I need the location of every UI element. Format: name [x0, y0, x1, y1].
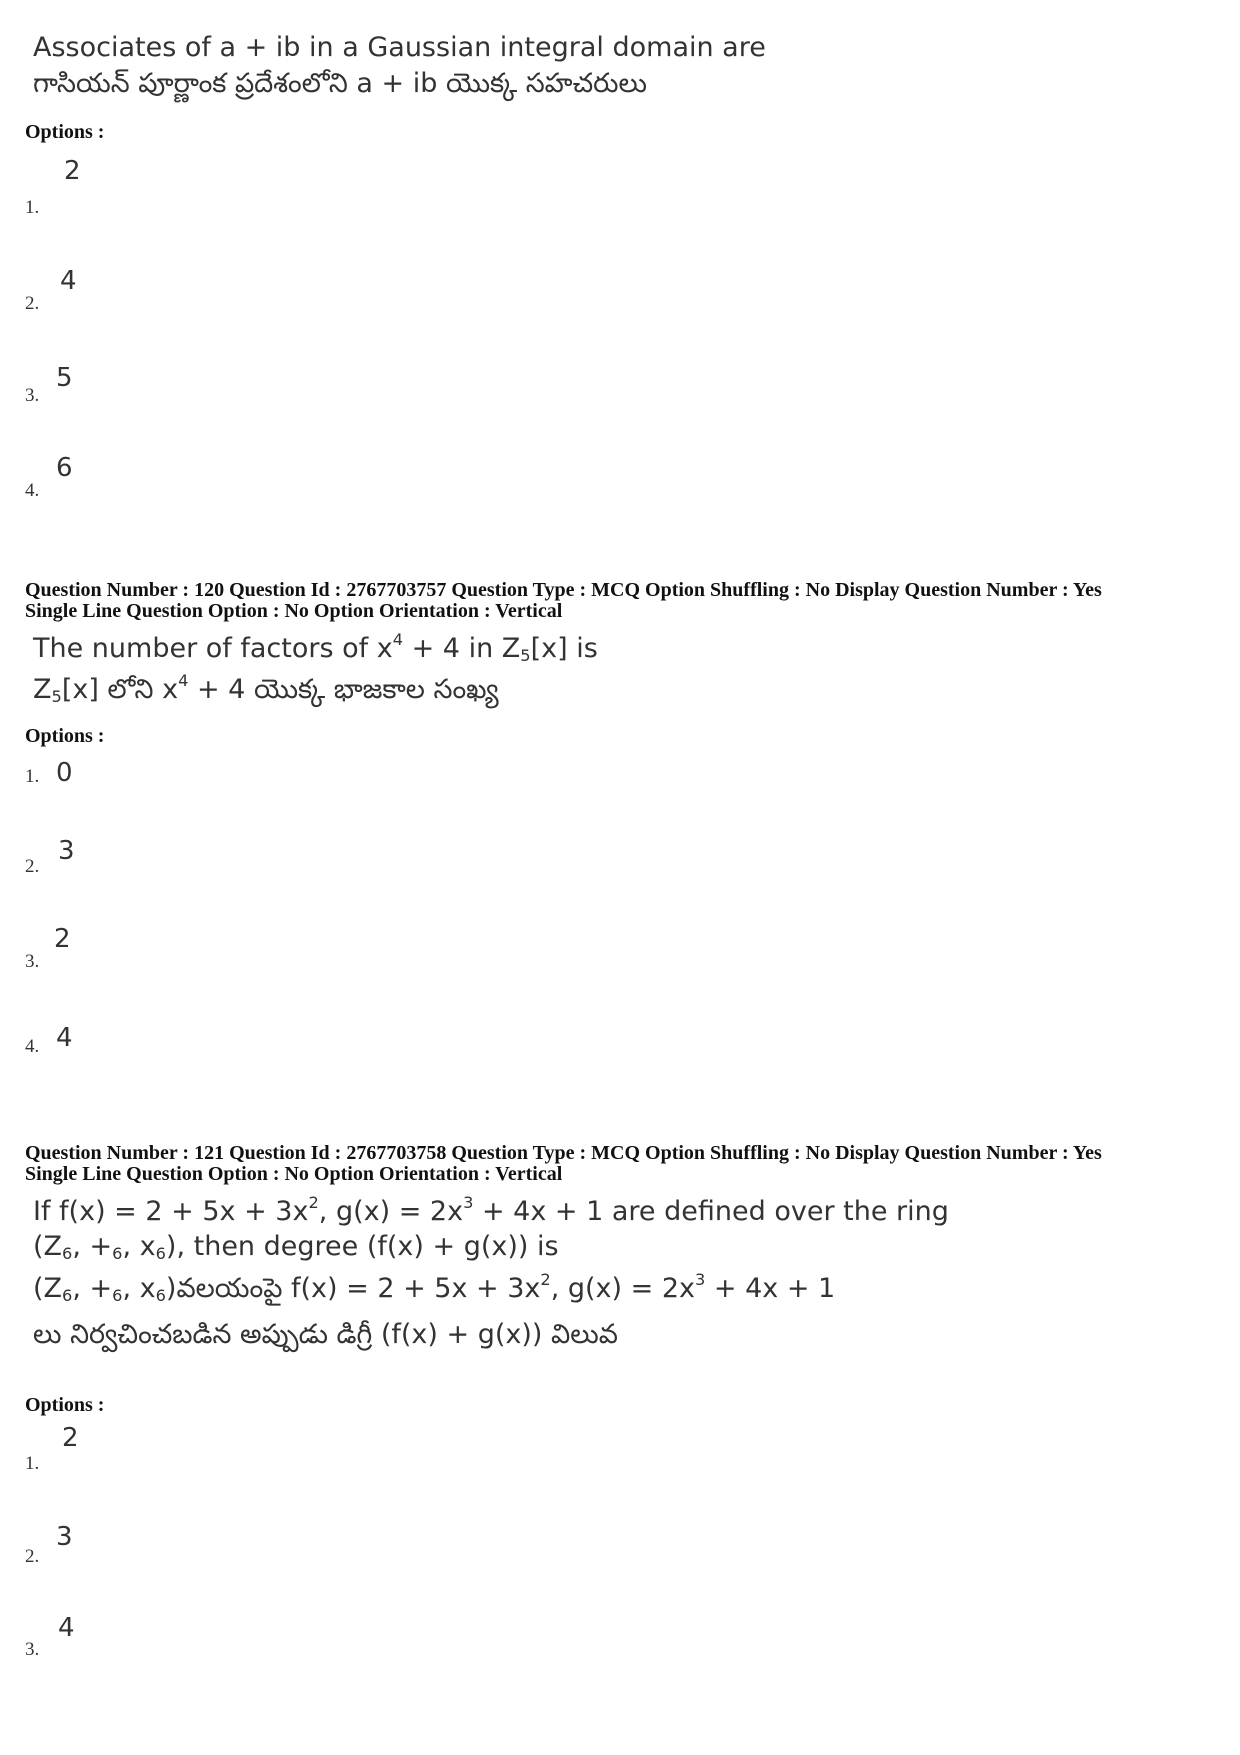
q120-option-2-value: 3	[58, 836, 75, 866]
q121-option-3-value: 4	[58, 1613, 75, 1643]
q121-option-1-number: 1.	[25, 1453, 40, 1474]
q119-options-label: Options :	[25, 121, 105, 143]
question-120-text-telugu: $Z_5[x]$ లోని $x^4 + 4$ యొక్క భాజకాల సంఖ్య	[33, 671, 499, 707]
q119-option-2-number: 2.	[25, 293, 40, 314]
q119-option-4-value: 6	[56, 453, 73, 483]
question-121-text-line-4: లు నిర్వచించబడిన అప్పుడు డిగ్రీ (f(x) + g(x)) విలువ	[33, 1319, 618, 1350]
question-121-text-line-1: If $f(x) = 2 + 5x + 3x^2$, $g(x) = 2x^3 + 4x + 1$ are defined over the ring	[33, 1193, 949, 1228]
question-121-text-line-3: ($Z_6$, $+_6$, $x_6)వలయంపై$ $f(x) = 2 + 5x + 3x^2$, $g(x) = 2x^3 + 4x + 1$	[33, 1270, 836, 1306]
question-120-text-english: The number of factors of $x^4 + 4$ in $Z_5[x]$ is	[33, 630, 598, 666]
q120-option-3-number: 3.	[25, 951, 40, 972]
q120-option-4-value: 4	[56, 1023, 73, 1053]
q121-options-label: Options :	[25, 1394, 105, 1416]
question-120-metadata-line-2: Single Line Question Option : No Option Orientation : Vertical	[25, 600, 563, 622]
q120-option-1-value: 0	[56, 758, 73, 788]
q119-option-3-number: 3.	[25, 385, 40, 406]
q121-option-3-number: 3.	[25, 1639, 40, 1660]
q120-option-3-value: 2	[54, 924, 71, 954]
question-121-metadata: Question Number : 121 Question Id : 2767703758 Question Type : MCQ Option Shuffling : No Display Question Number : Yes	[25, 1142, 1102, 1164]
q121-option-1-value: 2	[62, 1423, 79, 1453]
q119-option-4-number: 4.	[25, 480, 40, 501]
q120-options-label: Options :	[25, 725, 105, 747]
q121-option-2-number: 2.	[25, 1546, 40, 1567]
question-120-metadata: Question Number : 120 Question Id : 2767703757 Question Type : MCQ Option Shuffling : No Display Question Number : Yes	[25, 579, 1102, 601]
q120-option-1-number: 1.	[25, 766, 40, 787]
q119-option-3-value: 5	[56, 363, 73, 393]
q120-option-4-number: 4.	[25, 1036, 40, 1057]
q119-option-1-value: 2	[64, 156, 81, 186]
q119-option-2-value: 4	[60, 266, 77, 296]
question-119-text-english: Associates of a + ib in a Gaussian integral domain are	[33, 32, 766, 63]
q121-option-2-value: 3	[56, 1522, 73, 1552]
question-119-text-telugu: గాసియన్ పూర్ణాంక ప్రదేశంలోని a + ib యొక్క సహచరులు	[33, 68, 647, 99]
question-121-metadata-line-2: Single Line Question Option : No Option Orientation : Vertical	[25, 1163, 563, 1185]
q119-option-1-number: 1.	[25, 197, 40, 218]
question-121-text-line-2: ($Z_6$, $+_6$, $x_6$), then degree (f(x) + g(x)) is	[33, 1231, 559, 1264]
q120-option-2-number: 2.	[25, 856, 40, 877]
